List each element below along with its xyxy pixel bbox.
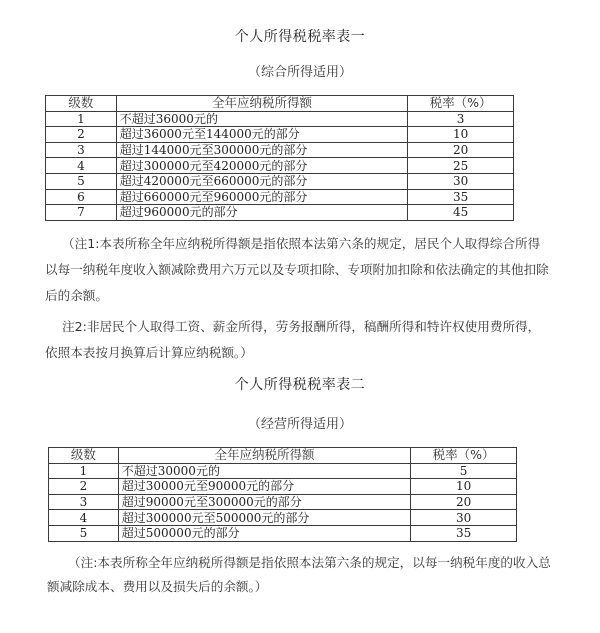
cell-range: 超过90000元至300000元的部分: [118, 494, 410, 510]
cell-range: 不超过36000元的: [116, 111, 407, 127]
table2-title: 个人所得税税率表二: [234, 377, 366, 393]
header-rate: 税率（%）: [411, 448, 517, 464]
cell-level: 4: [49, 510, 119, 526]
cell-rate: 10: [411, 479, 517, 495]
cell-rate: 30: [411, 510, 517, 526]
cell-range: 不超过30000元的: [118, 463, 410, 479]
cell-level: 7: [46, 205, 117, 221]
table1-rates: [45, 95, 514, 221]
cell-range: 超过36000元至144000元的部分: [116, 127, 407, 143]
cell-rate: 10: [408, 127, 514, 143]
header-range: 全年应纳税所得额: [116, 96, 407, 112]
table-row: [49, 525, 517, 541]
cell-rate: 45: [408, 205, 514, 221]
cell-level: 2: [46, 127, 117, 143]
cell-rate: 3: [408, 111, 514, 127]
cell-range: 超过300000元至500000元的部分: [118, 510, 410, 526]
note1-text: （注1:本表所称全年应纳税所得额是指依照本法第六条的规定，居民个人取得综合所得以每一纳税年度收入额减除费用六万元以及专项扣除、专项附加扣除和依法确定的其他扣除后的余额。: [45, 236, 549, 303]
cell-range: 超过420000元至660000元的部分: [116, 173, 407, 189]
note2-text: 注2:非居民个人取得工资、薪金所得，劳务报酬所得，稿酬所得和特许权使用费所得，依照本表按月换算后计算应纳税额。）: [45, 319, 541, 360]
table1-note1: [45, 231, 550, 309]
table-row: [46, 189, 514, 205]
cell-level: 3: [49, 494, 119, 510]
header-level: 级数: [49, 448, 119, 464]
cell-rate: 35: [411, 525, 517, 541]
header-range: 全年应纳税所得额: [118, 448, 410, 464]
cell-level: 2: [49, 479, 119, 495]
cell-rate: 25: [408, 158, 514, 174]
table-row: [49, 463, 517, 479]
header-rate: 税率（%）: [408, 96, 514, 112]
table-row: [49, 510, 517, 526]
table-row: [46, 205, 514, 221]
note-text: （注:本表所称全年应纳税所得额是指依照本法第六条的规定，以每一纳税年度的收入总额减除成本、费用以及损失后的余额。）: [47, 555, 551, 594]
cell-rate: 30: [408, 173, 514, 189]
cell-level: 6: [46, 189, 117, 205]
cell-rate: 20: [411, 494, 517, 510]
cell-level: 5: [49, 525, 119, 541]
cell-level: 1: [49, 463, 119, 479]
cell-rate: 20: [408, 142, 514, 158]
table-row: [46, 111, 514, 127]
table2-subtitle: （经营所得适用）: [247, 417, 352, 432]
cell-level: 1: [46, 111, 117, 127]
cell-range: 超过144000元至300000元的部分: [116, 142, 407, 158]
cell-rate: 35: [408, 189, 514, 205]
table1-note2: [45, 314, 550, 366]
cell-range: 超过300000元至420000元的部分: [116, 158, 407, 174]
table2-header-row: [49, 448, 517, 464]
table-row: [46, 173, 514, 189]
cell-range: 超过660000元至960000元的部分: [116, 189, 407, 205]
table-row: [46, 142, 514, 158]
table-row: [46, 127, 514, 143]
table2-rates: [48, 447, 517, 542]
table-row: [46, 158, 514, 174]
cell-range: 超过500000元的部分: [118, 525, 410, 541]
cell-range: 超过960000元的部分: [116, 205, 407, 221]
cell-level: 4: [46, 158, 117, 174]
cell-range: 超过30000元至90000元的部分: [118, 479, 410, 495]
table1-subtitle: （综合所得适用）: [247, 65, 352, 80]
table2-note: [47, 551, 552, 599]
table-row: [49, 479, 517, 495]
table1-title: 个人所得税税率表一: [234, 29, 366, 45]
cell-rate: 5: [411, 463, 517, 479]
table-row: [49, 494, 517, 510]
table1-header-row: [46, 96, 514, 112]
cell-level: 3: [46, 142, 117, 158]
cell-level: 5: [46, 173, 117, 189]
header-level: 级数: [46, 96, 117, 112]
